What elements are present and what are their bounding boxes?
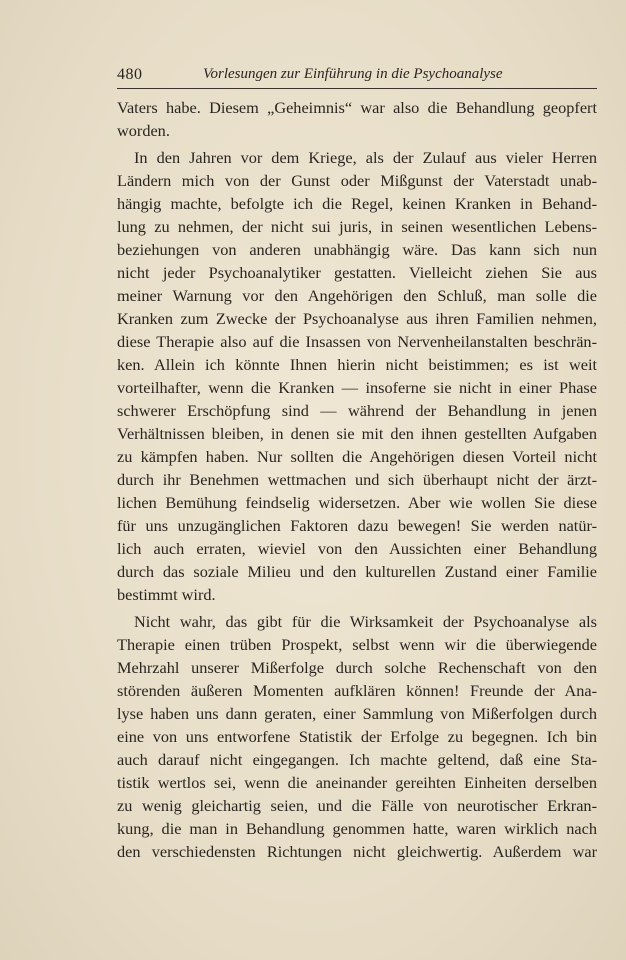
text-line: Vaters habe. Diesem „Geheimnis“ war also die Behandlung geopfert xyxy=(117,98,597,117)
page-header xyxy=(117,64,597,89)
text-line: zu kämpfen haben. Nur sollten die Angehörigen diesen Vorteil nicht xyxy=(117,447,597,466)
text-line: lich auch erraten, wieviel von den Aussichten einer Behandlung xyxy=(117,539,597,558)
text-line: Ländern mich von der Gunst oder Mißgunst der Vaterstadt unab- xyxy=(117,171,597,190)
text-line: bestimmt wird. xyxy=(117,585,216,604)
text-line: meiner Warnung vor den Angehörigen den Schluß, man solle die xyxy=(117,286,597,305)
text-line: Verhältnissen bleiben, in denen sie mit den ihnen gestellten Aufgaben xyxy=(117,424,597,443)
text-line: tistik wertlos sei, wenn die aneinander gereihten Einheiten derselben xyxy=(117,773,597,792)
text-line: ken. Allein ich könnte Ihnen hierin nicht beistimmen; es ist weit xyxy=(117,355,597,374)
text-line: lyse haben uns dann geraten, einer Sammlung von Mißerfolgen durch xyxy=(117,704,597,723)
paragraph xyxy=(117,146,597,606)
running-title: Vorlesungen zur Einführung in die Psychoanalyse xyxy=(203,66,503,82)
text-line: In den Jahren vor dem Kriege, als der Zulauf aus vieler Herren xyxy=(134,148,597,167)
text-line: worden. xyxy=(117,121,170,140)
text-line: durch ihr Benehmen wettmachen und sich überhaupt nicht der ärzt- xyxy=(117,470,597,489)
text-line: diese Therapie also auf die Insassen von Nervenheilanstalten beschrän- xyxy=(117,332,597,351)
text-line: lung zu nehmen, der nicht sui juris, in seinen wesentlichen Lebens- xyxy=(117,217,597,236)
text-line: Therapie einen trüben Prospekt, selbst wenn wir die überwiegende xyxy=(117,635,597,654)
text-line: durch das soziale Milieu und den kulturellen Zustand einer Familie xyxy=(117,562,597,581)
text-line: kung, die man in Behandlung genommen hatte, waren wirklich nach xyxy=(117,819,597,838)
text-line: störenden äußeren Momenten aufklären können! Freunde der Ana- xyxy=(117,681,597,700)
text-line: zu wenig gleichartig seien, und die Fälle von neurotischer Erkran- xyxy=(117,796,597,815)
text-line: nicht jeder Psychoanalytiker gestatten. Vielleicht ziehen Sie aus xyxy=(117,263,597,282)
text-line: schwerer Erschöpfung sind — während der Behandlung in jenen xyxy=(117,401,597,420)
text-line: Mehrzahl unserer Mißerfolge durch solche Rechenschaft von den xyxy=(117,658,597,677)
text-line: auch darauf nicht eingegangen. Ich machte geltend, daß eine Sta- xyxy=(117,750,597,769)
text-line: beziehungen von anderen unabhängig wäre. Das kann sich nun xyxy=(117,240,597,259)
paragraph xyxy=(117,96,597,142)
page-number: 480 xyxy=(117,66,143,83)
text-line: Nicht wahr, das gibt für die Wirksamkeit der Psychoanalyse als xyxy=(134,612,597,631)
text-line: lichen Bemühung feindselig widersetzen. Aber wie wollen Sie diese xyxy=(117,493,597,512)
text-line: für uns unzugänglichen Faktoren dazu bewegen! Sie werden natür- xyxy=(117,516,597,535)
text-line: eine von uns entworfene Statistik der Erfolge zu begegnen. Ich bin xyxy=(117,727,597,746)
text-line: Kranken zum Zwecke der Psychoanalyse aus ihren Familien nehmen, xyxy=(117,309,597,328)
text-line: vorteilhafter, wenn die Kranken — insoferne sie nicht in einer Phase xyxy=(117,378,597,397)
text-line: den verschiedensten Richtungen nicht gleichwertig. Außerdem war xyxy=(117,842,597,861)
body-text xyxy=(117,96,597,863)
text-line: hängig machte, befolgte ich die Regel, keinen Kranken in Behand- xyxy=(117,194,597,213)
paragraph xyxy=(117,610,597,863)
